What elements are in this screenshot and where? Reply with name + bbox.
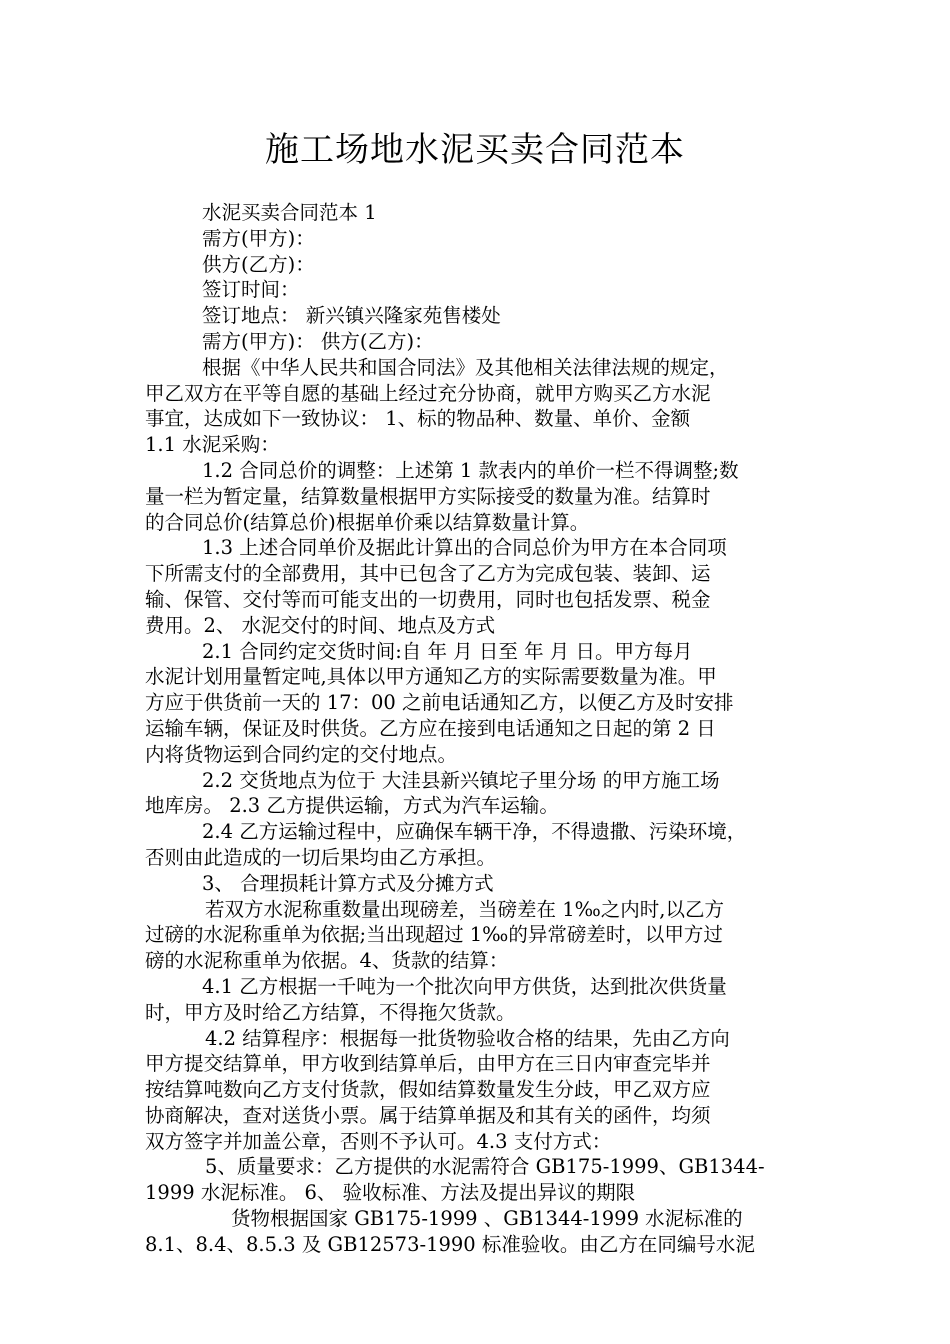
text-line: 费用。2、 水泥交付的时间、地点及方式 <box>145 613 496 637</box>
text-line: 签订地点： 新兴镇兴隆家苑售楼处 <box>202 304 501 328</box>
text-line: 事宜，达成如下一致协议： 1、标的物品种、数量、单价、金额 <box>145 407 691 431</box>
text-line: 1999 水泥标准。 6、 验收标准、方法及提出异议的期限 <box>145 1181 636 1205</box>
text-line: 磅的水泥称重单为依据。4、货款的结算： <box>145 949 509 973</box>
text-line: 需方(甲方)： <box>202 226 315 250</box>
text-line: 内将货物运到合同约定的交付地点。 <box>145 742 458 766</box>
text-line: 4.2 结算程序：根据每一批货物验收合格的结果，先由乙方向 <box>205 1026 730 1050</box>
document-title: 施工场地水泥买卖合同范本 <box>265 130 685 170</box>
text-line: 4.1 乙方根据一千吨为一个批次向甲方供货，达到批次供货量 <box>202 974 727 998</box>
document-body <box>145 200 813 1258</box>
text-line: 方应于供货前一天的 17：00 之前电话通知乙方，以便乙方及时安排 <box>145 691 734 715</box>
text-line: 否则由此造成的一切后果均由乙方承担。 <box>145 845 497 869</box>
text-line: 过磅的水泥称重单为依据;当出现超过 1‰的异常磅差时，以甲方过 <box>145 923 723 947</box>
text-line: 5、质量要求：乙方提供的水泥需符合 GB175-1999、GB1344- <box>205 1155 765 1179</box>
text-line: 量一栏为暂定量，结算数量根据甲方实际接受的数量为准。结算时 <box>145 484 711 508</box>
text-line: 运输车辆，保证及时供货。乙方应在接到电话通知之日起的第 2 日 <box>145 716 716 740</box>
text-line: 甲方提交结算单，甲方收到结算单后，由甲方在三日内审查完毕并 <box>145 1052 711 1076</box>
text-line: 签订时间： <box>202 278 300 302</box>
text-line: 供方(乙方)： <box>202 252 315 276</box>
text-line: 双方签字并加盖公章，否则不予认可。4.3 支付方式： <box>145 1129 612 1153</box>
text-line: 水泥计划用量暂定吨,具体以甲方通知乙方的实际需要数量为准。甲 <box>145 665 717 689</box>
text-line: 货物根据国家 GB175-1999 、GB1344-1999 水泥标准的 <box>231 1207 743 1231</box>
text-line: 水泥买卖合同范本 1 <box>202 201 377 224</box>
text-line: 1.2 合同总价的调整：上述第 1 款表内的单价一栏不得调整;数 <box>202 458 739 482</box>
text-line: 2.1 合同约定交货时间:自 年 月 日至 年 月 日。甲方每月 <box>202 639 693 663</box>
text-line: 输、保管、交付等而可能支出的一切费用，同时也包括发票、税金 <box>145 587 711 611</box>
text-line: 需方(甲方)： 供方(乙方)： <box>202 329 434 353</box>
text-line: 若双方水泥称重数量出现磅差，当磅差在 1‰之内时,以乙方 <box>205 897 724 921</box>
text-line: 协商解决，查对送货小票。属于结算单据及和其有关的函件，均须 <box>145 1103 711 1127</box>
text-line: 地库房。 2.3 乙方提供运输，方式为汽车运输。 <box>145 794 559 818</box>
text-line: 下所需支付的全部费用，其中已包含了乙方为完成包装、装卸、运 <box>145 562 711 586</box>
text-line: 的合同总价(结算总价)根据单价乘以结算数量计算。 <box>145 510 590 534</box>
text-line: 2.2 交货地点为位于 大洼县新兴镇坨子里分场 的甲方施工场 <box>202 768 720 792</box>
text-line: 1.3 上述合同单价及据此计算出的合同总价为甲方在本合同项 <box>202 536 727 560</box>
text-line: 8.1、8.4、8.5.3 及 GB12573-1990 标准验收。由乙方在同编号水泥 <box>145 1232 755 1256</box>
text-line: 按结算吨数向乙方支付货款，假如结算数量发生分歧，甲乙双方应 <box>145 1078 711 1102</box>
text-line: 根据《中华人民共和国合同法》及其他相关法律法规的规定， <box>202 355 729 379</box>
text-line: 1.1 水泥采购： <box>145 433 280 457</box>
text-line: 时，甲方及时给乙方结算，不得拖欠货款。 <box>145 1000 516 1024</box>
text-line: 3、 合理损耗计算方式及分摊方式 <box>202 871 494 895</box>
text-line: 甲乙双方在平等自愿的基础上经过充分协商，就甲方购买乙方水泥 <box>145 381 711 405</box>
text-line: 2.4 乙方运输过程中，应确保车辆干净，不得遗撒、污染环境， <box>202 820 747 844</box>
